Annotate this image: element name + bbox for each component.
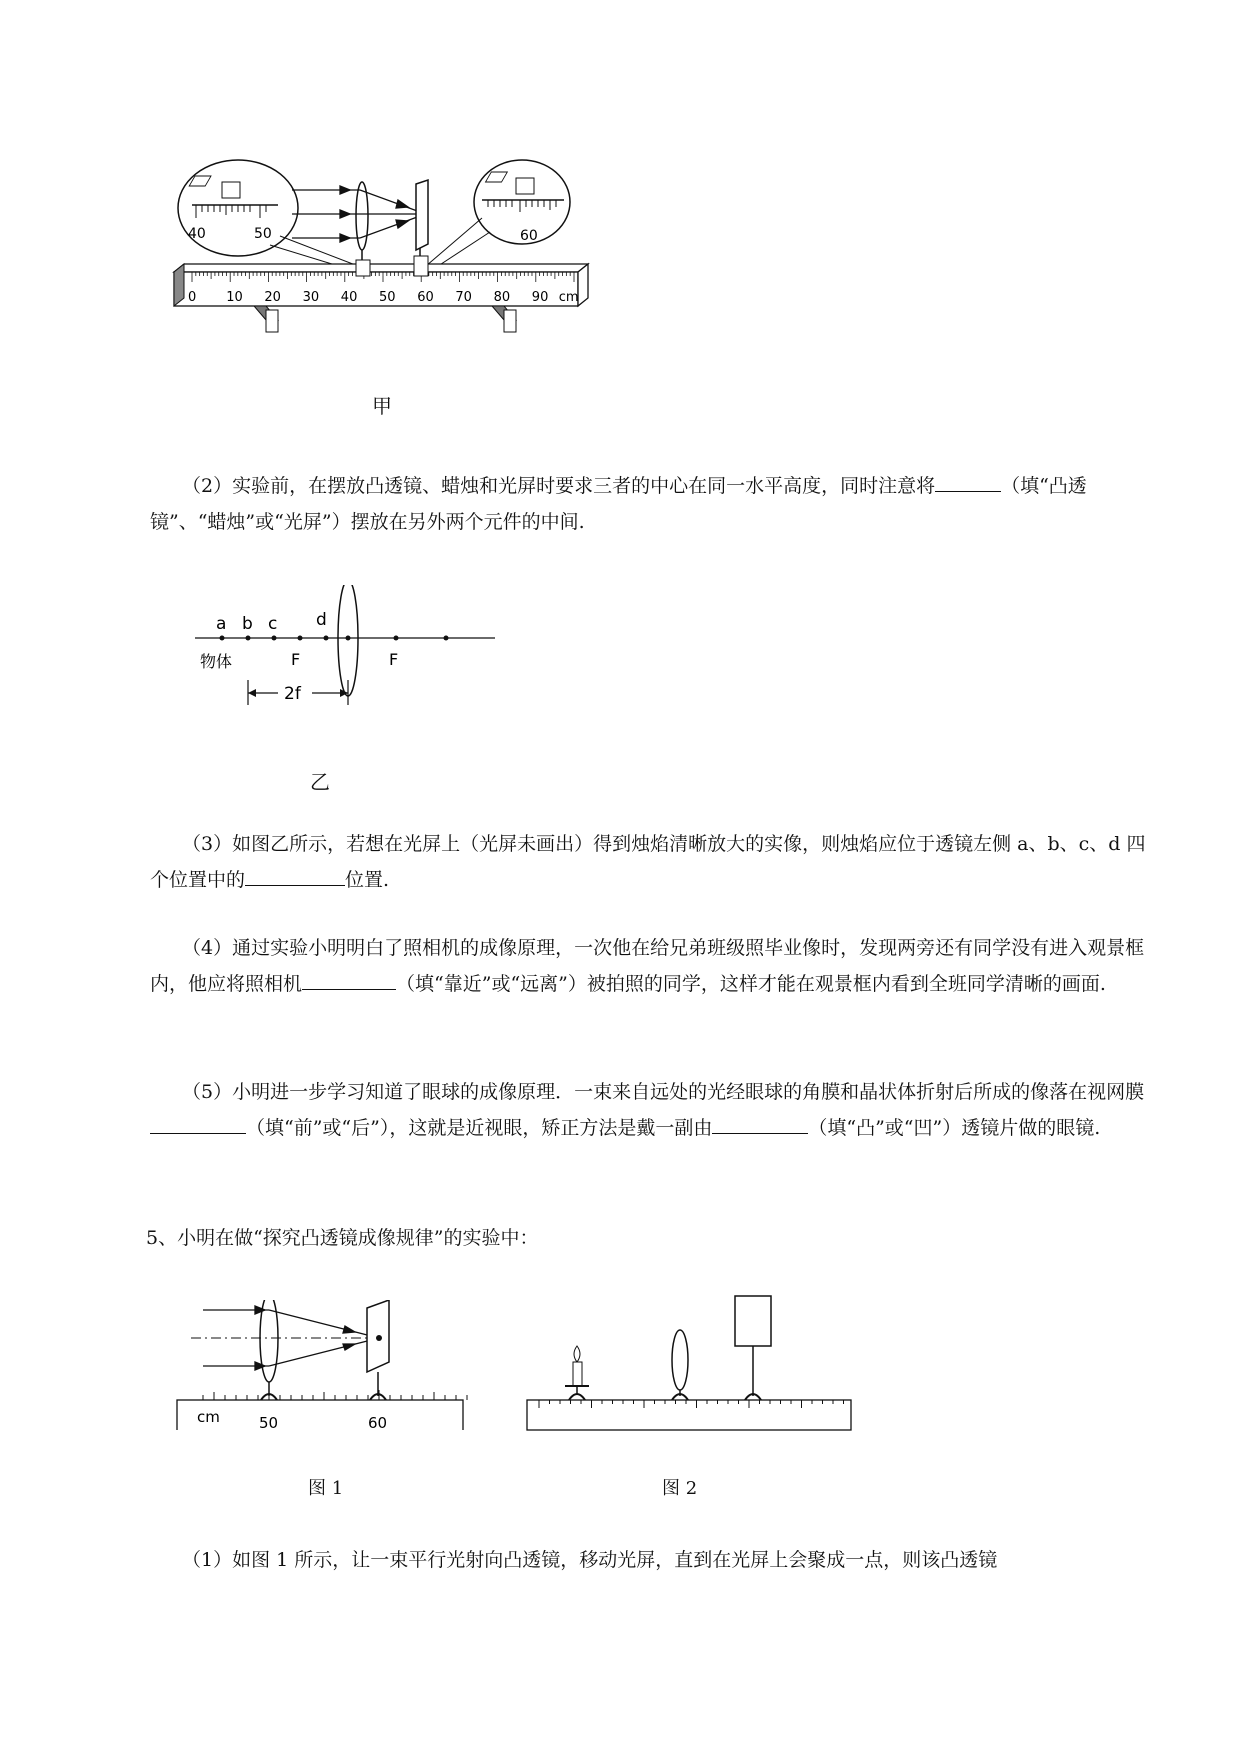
- bench-label: 0: [188, 290, 197, 305]
- convex-lens-shape: [672, 1330, 688, 1390]
- paragraph-3-text-a: （3）如图乙所示，若想在光屏上（光屏未画出）得到烛焰清晰放大的实像，则烛焰应位于透镜左侧 a、b、c、d 四个位置中的: [150, 833, 1146, 891]
- paragraph-5-text-b: （填“前”或“后”），这就是近视眼，矫正方法是戴一副由: [246, 1117, 713, 1139]
- right-zoom-label-60: 60: [520, 228, 538, 244]
- bench-label: 30: [302, 290, 320, 305]
- point-a-label: a: [216, 614, 227, 634]
- focus-left-label: F: [291, 650, 301, 669]
- paragraph-2: [150, 468, 1150, 540]
- paragraph-5-text-c: （填“凸”或“凹”）透镜片做的眼镜.: [808, 1117, 1101, 1139]
- point-d-label: d: [316, 610, 327, 630]
- parallel-light-diagram: [175, 1300, 475, 1430]
- optical-bench-diagram: [170, 150, 670, 390]
- point-b-label: b: [242, 614, 253, 634]
- two-f-label: 2f: [284, 684, 301, 704]
- bench-label: 70: [455, 290, 472, 305]
- bench-label: 10: [226, 290, 243, 305]
- ruler: [177, 1400, 463, 1430]
- object-label: 物体: [200, 652, 233, 671]
- answer-blank-5b[interactable]: [712, 1113, 808, 1134]
- answer-blank-3[interactable]: [245, 865, 345, 886]
- paragraph-4: [150, 930, 1150, 1002]
- candle-lens-screen-diagram: [525, 1292, 865, 1432]
- paragraph-4-text-b: （填“靠近”或“远离”）被拍照的同学，这样才能在观景框内看到全班同学清晰的画面.: [396, 973, 1106, 995]
- point-c-label: c: [268, 614, 278, 634]
- ruler: [527, 1400, 851, 1430]
- bench-label: cm: [558, 290, 579, 305]
- answer-blank-5a[interactable]: [150, 1113, 246, 1134]
- left-zoom-label-50: 50: [254, 226, 272, 242]
- figure-yi-caption: 乙: [310, 770, 330, 794]
- figure-1: [175, 1300, 475, 1430]
- ruler-label-60: 60: [368, 1414, 388, 1430]
- unit-label: cm: [197, 1408, 220, 1426]
- bench-label: 90: [531, 290, 549, 305]
- question-5-title: 5、小明在做“探究凸透镜成像规律”的实验中：: [146, 1227, 539, 1249]
- paragraph-5: [150, 1074, 1150, 1146]
- figure-1-caption: 图 1: [308, 1478, 344, 1499]
- left-zoom-label-40: 40: [188, 226, 206, 242]
- convex-lens-shape: [260, 1300, 278, 1382]
- question-5-part-1: （1）如图 1 所示，让一束平行光射向凸透镜，移动光屏，直到在光屏上会聚成一点，则该凸透镜: [182, 1549, 998, 1571]
- lens-point-diagram: [190, 585, 510, 725]
- figure-2-caption: 图 2: [662, 1478, 698, 1499]
- paragraph-2-text-a: （2）实验前，在摆放凸透镜、蜡烛和光屏时要求三者的中心在同一水平高度，同时注意将: [182, 475, 936, 497]
- flame-shape: [574, 1346, 580, 1362]
- paragraph-4-text-a: （4）通过实验小明明白了照相机的成像原理，一次他在给兄弟班级照毕业像时，发现两旁还有同学没有进入观景框内，他应将照相机: [150, 937, 1145, 995]
- paragraph-5-text-a: （5）小明进一步学习知道了眼球的成像原理．一束来自远处的光经眼球的角膜和晶状体折射后所成的像落在视网膜: [182, 1081, 1145, 1103]
- figure-2: [525, 1292, 865, 1432]
- bench-label: 60: [417, 290, 434, 305]
- paragraph-2-text-b: （填“凸透镜”、“蜡烛”或“光屏”）摆放在另外两个元件的中间.: [150, 475, 1087, 533]
- bench-label: 40: [340, 290, 358, 305]
- ruler-label-50: 50: [259, 1414, 279, 1430]
- paragraph-3-text-b: 位置.: [345, 869, 390, 891]
- light-screen-shape: [735, 1296, 771, 1346]
- bench-label: 20: [264, 290, 281, 305]
- bench-label: 80: [493, 290, 511, 305]
- figure-jia: [170, 150, 670, 390]
- answer-blank-4[interactable]: [302, 969, 396, 990]
- paragraph-3: [150, 826, 1150, 898]
- focus-right-label: F: [389, 650, 399, 669]
- answer-blank-2[interactable]: [935, 471, 1001, 492]
- figure-yi: [190, 585, 510, 725]
- bench-label: 50: [379, 290, 396, 305]
- convex-lens-shape: [356, 182, 368, 250]
- light-screen-shape: [416, 180, 428, 250]
- figure-jia-caption: 甲: [372, 394, 392, 418]
